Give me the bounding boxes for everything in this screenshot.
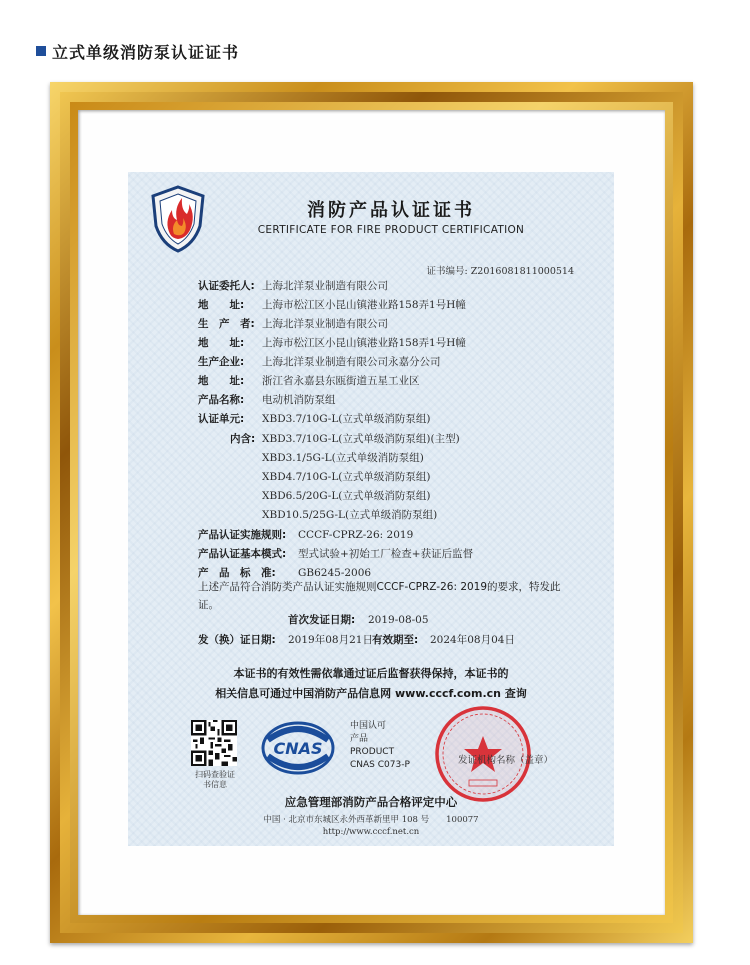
field-label: 产品名称: [198, 394, 245, 406]
notice-line-1: 本证书的有效性需依靠通过证后监督获得保持，本证书的 [233, 667, 509, 680]
cnas-line: PRODUCT [350, 747, 395, 757]
field-value: 上海市松江区小昆山镇港业路158弄1号H幢 [262, 299, 466, 311]
rule-label: 产 品 标 准: [198, 567, 276, 579]
field-value: 上海北洋泵业制造有限公司永嘉分公司 [262, 356, 441, 368]
issue-date: 2019年08月21日 [288, 634, 373, 646]
field-label: 生产企业: [198, 356, 245, 368]
valid-label: 有效期至: [372, 634, 419, 646]
includes-label: 内含: [230, 433, 256, 445]
valid-date: 2024年08月04日 [430, 634, 515, 646]
first-issue-date: 2019-08-05 [368, 614, 429, 626]
cnas-logo-text: CNAS [273, 739, 323, 758]
includes-item: XBD10.5/25G-L(立式单级消防泵组) [262, 509, 438, 521]
includes-item: XBD3.1/5G-L(立式单级消防泵组) [262, 452, 424, 464]
qr-code-icon[interactable] [191, 720, 237, 766]
includes-item: XBD4.7/10G-L(立式单级消防泵组) [262, 471, 431, 483]
issuer-address: 中国 · 北京市东城区永外西革新里甲 108 号 100077 [263, 815, 479, 825]
field-value: 电动机消防泵组 [262, 394, 336, 406]
issue-label: 发（换）证日期: [198, 634, 276, 646]
issuing-authority: 应急管理部消防产品合格评定中心 [284, 795, 458, 809]
rule-value: CCCF-CPRZ-26: 2019 [298, 529, 414, 541]
section-marker [36, 46, 46, 56]
rule-value: 型式试验+初始工厂检查+获证后监督 [298, 548, 474, 560]
field-value: 上海北洋泵业制造有限公司 [262, 280, 388, 292]
cnas-logo-icon [260, 720, 336, 776]
certificate-title-en: CERTIFICATE FOR FIRE PRODUCT CERTIFICATION [257, 224, 525, 236]
field-label: 地 址: [198, 375, 245, 387]
field-label: 认证单元: [198, 413, 245, 425]
field-label: 地 址: [198, 299, 245, 311]
cnas-line: 产品 [350, 734, 369, 744]
section-title: 立式单级消防泵认证证书 [52, 42, 240, 62]
cnas-line: CNAS C073-P [350, 760, 410, 770]
conformity-statement: 上述产品符合消防类产品认证实施规则CCCF-CPRZ-26: 2019的要求，特发此证。 [198, 581, 561, 611]
field-value: 上海北洋泵业制造有限公司 [262, 318, 388, 330]
certificate [128, 172, 614, 846]
validity-notice [128, 664, 614, 704]
includes-item: XBD6.5/20G-L(立式单级消防泵组) [262, 490, 431, 502]
field-value: 上海市松江区小昆山镇港业路158弄1号H幢 [262, 337, 466, 349]
certificate-title: 消防产品认证证书 [307, 200, 475, 221]
rule-label: 产品认证基本模式: [198, 548, 287, 560]
notice-line-2: 相关信息可通过中国消防产品信息网 www.cccf.com.cn 查询 [215, 687, 527, 700]
field-label: 生 产 者: [198, 318, 255, 330]
seal-label: 发证机构名称（盖章） [458, 755, 554, 766]
rule-label: 产品认证实施规则: [198, 529, 287, 541]
field-value: 浙江省永嘉县东瓯街道五星工业区 [262, 375, 420, 387]
field-label: 认证委托人: [198, 280, 255, 292]
includes-item: XBD3.7/10G-L(立式单级消防泵组)(主型) [262, 433, 460, 445]
field-value: XBD3.7/10G-L(立式单级消防泵组) [262, 413, 431, 425]
rule-value: GB6245-2006 [298, 567, 372, 579]
issuer-website[interactable]: http://www.cccf.net.cn [322, 827, 420, 837]
cnas-accreditation [350, 720, 410, 772]
section-header [36, 41, 239, 61]
cnas-line: 中国认可 [350, 721, 387, 731]
first-issue-label: 首次发证日期: [288, 614, 356, 626]
field-label: 地 址: [198, 337, 245, 349]
qr-caption: 扫码查验证书信息 [195, 770, 235, 789]
certificate-number: 证书编号: Z2016081811000514 [426, 266, 574, 277]
